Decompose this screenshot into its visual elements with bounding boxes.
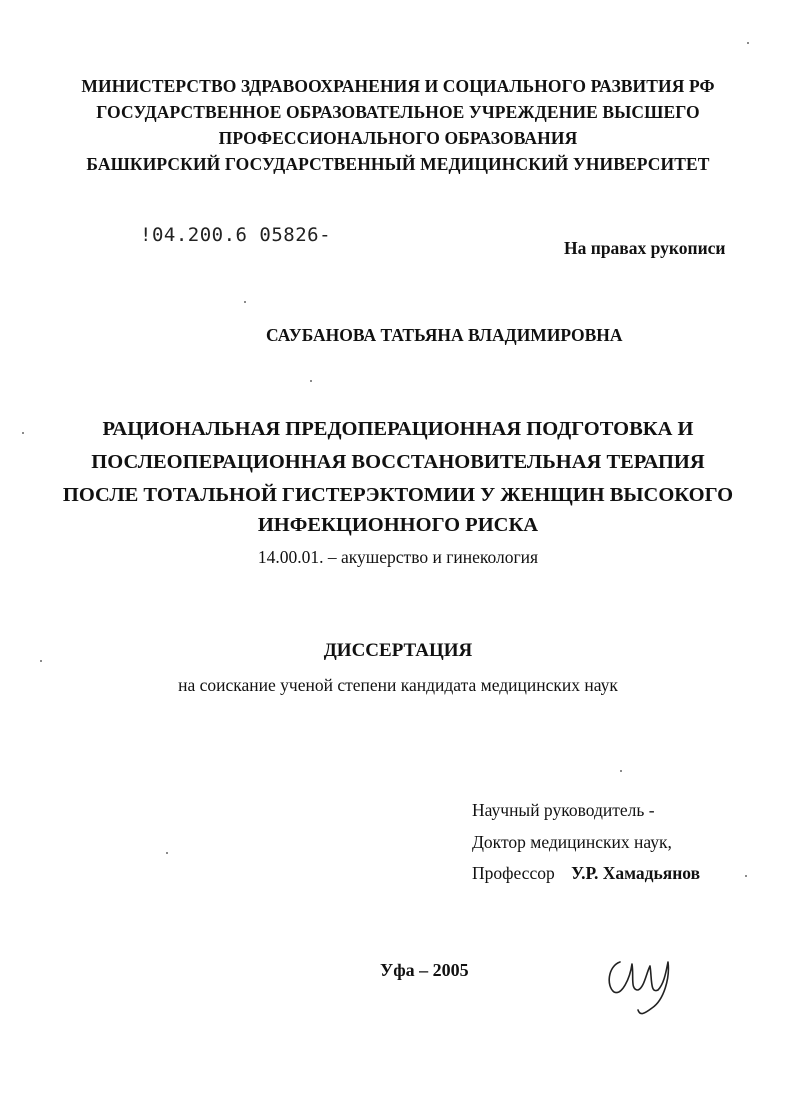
scan-speck <box>166 852 168 854</box>
specialty-code: 14.00.01. – акушерство и гинекология <box>257 547 539 567</box>
rights-note: На правах рукописи <box>564 238 726 258</box>
supervisor-rank: Профессор <box>472 863 555 883</box>
scan-speck <box>40 660 42 662</box>
scan-speck <box>22 432 24 434</box>
supervisor-name: У.Р. Хамадьянов <box>571 863 701 883</box>
author-name: САУБАНОВА ТАТЬЯНА ВЛАДИМИРОВНА <box>266 325 623 345</box>
scan-speck <box>747 42 749 44</box>
city-year: Уфа – 2005 <box>380 960 469 980</box>
library-stamp-number: !04.200.6 05826- <box>140 224 332 246</box>
supervisor-rank-name <box>472 863 700 884</box>
supervisor-role: Научный руководитель - <box>472 800 655 820</box>
title-line-3: ПОСЛЕ ТОТАЛЬНОЙ ГИСТЕРЭКТОМИИ У ЖЕНЩИН ВЫСОКОГО <box>62 484 734 506</box>
education-level-line: ПРОФЕССИОНАЛЬНОГО ОБРАЗОВАНИЯ <box>218 128 578 148</box>
scan-speck <box>244 301 246 303</box>
institution-type-line: ГОСУДАРСТВЕННОЕ ОБРАЗОВАТЕЛЬНОЕ УЧРЕЖДЕНИЕ ВЫСШЕГО <box>96 102 700 122</box>
dissertation-purpose: на соискание ученой степени кандидата медицинских наук <box>178 675 618 695</box>
supervisor-degree: Доктор медицинских наук, <box>472 832 672 852</box>
university-name-line: БАШКИРСКИЙ ГОСУДАРСТВЕННЫЙ МЕДИЦИНСКИЙ УНИВЕРСИТЕТ <box>86 154 710 174</box>
signature-icon <box>600 950 680 1020</box>
title-line-4: ИНФЕКЦИОННОГО РИСКА <box>257 514 539 536</box>
title-line-1: РАЦИОНАЛЬНАЯ ПРЕДОПЕРАЦИОННАЯ ПОДГОТОВКА И <box>102 418 694 440</box>
ministry-line: МИНИСТЕРСТВО ЗДРАВООХРАНЕНИЯ И СОЦИАЛЬНОГО РАЗВИТИЯ РФ <box>81 76 715 96</box>
title-line-2: ПОСЛЕОПЕРАЦИОННАЯ ВОССТАНОВИТЕЛЬНАЯ ТЕРАПИЯ <box>91 451 705 473</box>
scan-speck <box>745 875 747 877</box>
scan-speck <box>310 380 312 382</box>
scan-speck <box>620 770 622 772</box>
dissertation-label: ДИССЕРТАЦИЯ <box>323 640 473 661</box>
